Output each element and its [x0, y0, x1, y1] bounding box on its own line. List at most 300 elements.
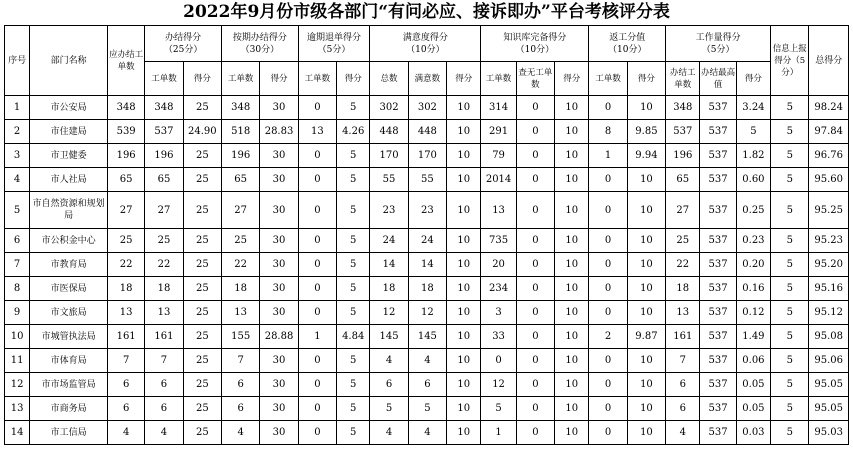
department-name: 市商务局 [30, 397, 108, 421]
table-cell: 10 [447, 325, 481, 349]
table-cell: 196 [666, 144, 700, 168]
table-cell: 14 [408, 253, 446, 277]
table-cell: 5 [337, 96, 370, 120]
table-cell: 95.08 [809, 325, 849, 349]
header-group-label: 返工分值 [609, 32, 646, 43]
table-cell: 10 [555, 421, 589, 445]
table-cell: 27 [107, 192, 144, 229]
table-cell: 25 [183, 168, 221, 192]
table-cell: 4 [370, 349, 408, 373]
table-cell: 23 [370, 192, 408, 229]
table-row [5, 421, 849, 445]
table-cell: 95.20 [809, 253, 849, 277]
department-name: 市文旅局 [30, 301, 108, 325]
table-cell: 0 [516, 168, 554, 192]
row-number: 14 [5, 421, 30, 445]
subheader-cell: 得分 [337, 62, 370, 96]
table-cell: 4 [222, 421, 260, 445]
table-cell: 6 [666, 397, 700, 421]
header-group-completion [145, 26, 222, 62]
table-cell: 4.26 [337, 120, 370, 144]
table-cell: 0 [516, 349, 554, 373]
header-group-rework [589, 26, 666, 62]
table-cell: 3 [481, 301, 516, 325]
table-cell: 0 [516, 120, 554, 144]
table-cell: 0 [589, 421, 627, 445]
table-cell: 12 [408, 301, 446, 325]
table-cell: 0.12 [736, 301, 770, 325]
table-cell: 348 [222, 96, 260, 120]
table-cell: 537 [700, 301, 736, 325]
table-cell: 518 [222, 120, 260, 144]
row-number: 10 [5, 325, 30, 349]
table-cell: 25 [183, 253, 221, 277]
department-name: 市卫健委 [30, 144, 108, 168]
table-cell: 0.20 [736, 253, 770, 277]
table-cell: 30 [260, 144, 298, 168]
table-cell: 30 [260, 168, 298, 192]
table-cell: 537 [700, 325, 736, 349]
table-cell: 7 [666, 349, 700, 373]
subheader-cell: 查无工单数 [516, 62, 554, 96]
table-cell: 5 [370, 397, 408, 421]
table-cell: 537 [700, 120, 736, 144]
table-cell: 28.83 [260, 120, 298, 144]
table-cell: 18 [222, 277, 260, 301]
table-cell: 5 [771, 229, 809, 253]
score-table [4, 25, 849, 445]
subheader-cell: 工单数 [298, 62, 336, 96]
table-cell: 10 [555, 144, 589, 168]
table-cell: 4 [107, 421, 144, 445]
header-group-label: 逾期退单得分 [307, 32, 362, 43]
table-cell: 23 [408, 192, 446, 229]
department-name: 市医保局 [30, 277, 108, 301]
table-cell: 10 [627, 96, 665, 120]
header-group-knowledge [481, 26, 589, 62]
subheader-cell: 总数 [370, 62, 408, 96]
table-cell: 13 [666, 301, 700, 325]
table-cell: 196 [107, 144, 144, 168]
table-cell: 30 [260, 373, 298, 397]
table-cell: 95.16 [809, 277, 849, 301]
table-cell: 537 [666, 120, 700, 144]
table-cell: 5 [408, 397, 446, 421]
table-cell: 10 [627, 397, 665, 421]
table-cell: 145 [370, 325, 408, 349]
department-name: 市人社局 [30, 168, 108, 192]
table-cell: 14 [370, 253, 408, 277]
table-row [5, 349, 849, 373]
table-cell: 9.85 [627, 120, 665, 144]
table-cell: 4 [370, 421, 408, 445]
table-cell: 96.76 [809, 144, 849, 168]
table-cell: 0 [298, 96, 336, 120]
table-row [5, 120, 849, 144]
table-cell: 65 [222, 168, 260, 192]
table-cell: 155 [222, 325, 260, 349]
header-group-label: 满意度得分 [402, 32, 448, 43]
table-cell: 25 [183, 397, 221, 421]
table-cell: 4 [408, 349, 446, 373]
table-cell: 30 [260, 397, 298, 421]
table-cell: 30 [260, 229, 298, 253]
table-cell: 97.84 [809, 120, 849, 144]
table-cell: 27 [222, 192, 260, 229]
table-cell: 5 [771, 168, 809, 192]
table-cell: 5 [337, 349, 370, 373]
table-cell: 10 [447, 96, 481, 120]
table-cell: 6 [408, 373, 446, 397]
table-cell: 18 [408, 277, 446, 301]
table-cell: 10 [627, 229, 665, 253]
table-cell: 18 [666, 277, 700, 301]
table-cell: 0 [298, 229, 336, 253]
table-cell: 10 [555, 349, 589, 373]
table-cell: 13 [145, 301, 183, 325]
header-group-label: 办结得分 [165, 32, 202, 43]
table-cell: 0 [589, 192, 627, 229]
table-cell: 0.60 [736, 168, 770, 192]
table-cell: 10 [627, 301, 665, 325]
table-cell: 6 [107, 373, 144, 397]
table-cell: 5 [771, 144, 809, 168]
table-cell: 0 [516, 325, 554, 349]
table-cell: 537 [700, 397, 736, 421]
row-number: 2 [5, 120, 30, 144]
table-cell: 10 [447, 301, 481, 325]
table-cell: 22 [666, 253, 700, 277]
table-cell: 0 [516, 277, 554, 301]
row-number: 12 [5, 373, 30, 397]
table-cell: 25 [183, 277, 221, 301]
table-cell: 537 [700, 373, 736, 397]
table-cell: 5 [337, 144, 370, 168]
table-cell: 4.84 [337, 325, 370, 349]
department-name: 市市场监管局 [30, 373, 108, 397]
table-cell: 10 [555, 277, 589, 301]
table-cell: 735 [481, 229, 516, 253]
table-cell: 5 [771, 253, 809, 277]
subheader-cell: 得分 [555, 62, 589, 96]
table-cell: 65 [666, 168, 700, 192]
table-cell: 6 [222, 373, 260, 397]
table-cell: 348 [145, 96, 183, 120]
table-cell: 5 [736, 120, 770, 144]
table-cell: 27 [666, 192, 700, 229]
table-cell: 0 [516, 253, 554, 277]
table-row [5, 144, 849, 168]
table-cell: 0 [589, 168, 627, 192]
header-group-points: （10分） [406, 44, 445, 55]
table-row [5, 397, 849, 421]
header-group-satisfaction [370, 26, 481, 62]
table-cell: 0 [516, 192, 554, 229]
table-cell: 302 [408, 96, 446, 120]
table-cell: 0 [298, 301, 336, 325]
table-cell: 10 [447, 168, 481, 192]
table-cell: 5 [337, 229, 370, 253]
subheader-cell: 办结最高值 [700, 62, 736, 96]
table-cell: 234 [481, 277, 516, 301]
table-cell: 539 [107, 120, 144, 144]
table-cell: 22 [145, 253, 183, 277]
table-cell: 0 [298, 277, 336, 301]
table-cell: 537 [700, 229, 736, 253]
table-cell: 12 [481, 373, 516, 397]
table-cell: 2 [589, 325, 627, 349]
table-cell: 5 [337, 301, 370, 325]
table-cell: 10 [627, 373, 665, 397]
table-cell: 65 [145, 168, 183, 192]
table-row [5, 229, 849, 253]
table-cell: 6 [145, 373, 183, 397]
table-cell: 10 [555, 120, 589, 144]
subheader-cell: 工单数 [222, 62, 260, 96]
subheader-cell: 满意数 [408, 62, 446, 96]
table-cell: 10 [627, 349, 665, 373]
subheader-cell: 工单数 [145, 62, 183, 96]
table-cell: 0 [298, 192, 336, 229]
table-cell: 25 [183, 192, 221, 229]
table-cell: 0 [516, 397, 554, 421]
table-cell: 24.90 [183, 120, 221, 144]
table-cell: 33 [481, 325, 516, 349]
table-row [5, 96, 849, 120]
table-cell: 291 [481, 120, 516, 144]
table-cell: 0 [298, 397, 336, 421]
table-cell: 1 [589, 144, 627, 168]
table-cell: 25 [183, 349, 221, 373]
table-cell: 0 [589, 373, 627, 397]
table-cell: 0.03 [736, 421, 770, 445]
header-group-points: （5分） [701, 44, 735, 55]
table-cell: 8 [589, 120, 627, 144]
row-number: 6 [5, 229, 30, 253]
table-cell: 0 [516, 96, 554, 120]
header-group-label: 按期办结得分 [232, 32, 287, 43]
table-cell: 5 [771, 120, 809, 144]
table-cell: 145 [408, 325, 446, 349]
department-name: 市体育局 [30, 349, 108, 373]
table-cell: 1.49 [736, 325, 770, 349]
table-cell: 0 [516, 301, 554, 325]
subheader-cell: 工单数 [481, 62, 516, 96]
table-cell: 5 [337, 421, 370, 445]
table-cell: 0.05 [736, 373, 770, 397]
header-dept: 部门名称 [30, 26, 108, 96]
subheader-cell: 得分 [736, 62, 770, 96]
table-cell: 5 [337, 253, 370, 277]
table-cell: 5 [337, 277, 370, 301]
table-cell: 10 [555, 96, 589, 120]
table-cell: 170 [408, 144, 446, 168]
table-cell: 5 [771, 325, 809, 349]
table-cell: 28.88 [260, 325, 298, 349]
table-cell: 6 [666, 373, 700, 397]
table-cell: 448 [408, 120, 446, 144]
table-cell: 5 [771, 349, 809, 373]
header-group-points: （25分） [163, 44, 203, 55]
subheader-cell: 办结工单数 [666, 62, 700, 96]
table-cell: 0 [589, 301, 627, 325]
table-cell: 537 [700, 421, 736, 445]
row-number: 3 [5, 144, 30, 168]
table-cell: 0 [516, 373, 554, 397]
table-row [5, 325, 849, 349]
table-cell: 95.60 [809, 168, 849, 192]
score-table-body [5, 96, 849, 445]
table-cell: 95.06 [809, 349, 849, 373]
table-cell: 79 [481, 144, 516, 168]
header-row-groups [5, 26, 849, 62]
table-cell: 18 [370, 277, 408, 301]
table-cell: 0 [589, 96, 627, 120]
table-cell: 537 [700, 96, 736, 120]
table-cell: 30 [260, 421, 298, 445]
table-cell: 10 [555, 373, 589, 397]
table-cell: 95.25 [809, 192, 849, 229]
table-cell: 537 [700, 253, 736, 277]
header-group-points: （10分） [515, 44, 555, 55]
table-cell: 30 [260, 349, 298, 373]
table-cell: 348 [107, 96, 144, 120]
table-cell: 4 [145, 421, 183, 445]
table-cell: 25 [183, 373, 221, 397]
table-cell: 30 [260, 301, 298, 325]
table-cell: 3.24 [736, 96, 770, 120]
subheader-cell: 得分 [260, 62, 298, 96]
table-cell: 10 [627, 277, 665, 301]
table-cell: 10 [447, 277, 481, 301]
table-cell: 95.05 [809, 373, 849, 397]
row-number: 11 [5, 349, 30, 373]
table-cell: 1.82 [736, 144, 770, 168]
table-cell: 25 [183, 301, 221, 325]
table-cell: 0.25 [736, 192, 770, 229]
row-number: 7 [5, 253, 30, 277]
table-cell: 314 [481, 96, 516, 120]
table-cell: 161 [145, 325, 183, 349]
table-cell: 10 [627, 253, 665, 277]
row-number: 13 [5, 397, 30, 421]
table-cell: 10 [555, 168, 589, 192]
table-cell: 55 [408, 168, 446, 192]
table-cell: 0 [298, 253, 336, 277]
table-cell: 10 [627, 421, 665, 445]
subheader-cell: 工单数 [589, 62, 627, 96]
table-cell: 10 [555, 253, 589, 277]
table-cell: 0 [481, 349, 516, 373]
department-name: 市城管执法局 [30, 325, 108, 349]
table-cell: 10 [555, 192, 589, 229]
table-cell: 0.23 [736, 229, 770, 253]
table-cell: 0 [298, 349, 336, 373]
table-cell: 5 [771, 397, 809, 421]
department-name: 市教育局 [30, 253, 108, 277]
table-cell: 25 [145, 229, 183, 253]
table-cell: 25 [183, 421, 221, 445]
table-cell: 5 [771, 192, 809, 229]
table-cell: 448 [370, 120, 408, 144]
table-cell: 95.12 [809, 301, 849, 325]
table-cell: 30 [260, 192, 298, 229]
department-name: 市自然资源和规划局 [30, 192, 108, 229]
header-group-ontime [222, 26, 299, 62]
header-due: 应办结工单数 [107, 26, 144, 96]
table-cell: 30 [260, 253, 298, 277]
table-cell: 10 [447, 229, 481, 253]
table-cell: 5 [771, 373, 809, 397]
table-cell: 537 [145, 120, 183, 144]
table-cell: 25 [183, 325, 221, 349]
table-cell: 24 [408, 229, 446, 253]
table-cell: 0 [589, 397, 627, 421]
table-cell: 161 [666, 325, 700, 349]
table-cell: 22 [107, 253, 144, 277]
table-cell: 0 [298, 421, 336, 445]
table-cell: 537 [700, 277, 736, 301]
table-cell: 5 [771, 301, 809, 325]
table-cell: 25 [107, 229, 144, 253]
table-cell: 25 [183, 96, 221, 120]
table-cell: 10 [447, 144, 481, 168]
table-row [5, 277, 849, 301]
department-name: 市公安局 [30, 96, 108, 120]
table-cell: 10 [555, 325, 589, 349]
table-cell: 10 [627, 168, 665, 192]
header-total: 总得分 [809, 26, 849, 96]
table-cell: 5 [771, 96, 809, 120]
table-cell: 161 [107, 325, 144, 349]
table-cell: 0 [516, 229, 554, 253]
table-cell: 537 [700, 349, 736, 373]
table-cell: 5 [481, 397, 516, 421]
table-row [5, 192, 849, 229]
table-cell: 55 [370, 168, 408, 192]
table-cell: 27 [145, 192, 183, 229]
table-cell: 170 [370, 144, 408, 168]
table-cell: 196 [222, 144, 260, 168]
table-row [5, 373, 849, 397]
table-cell: 9.94 [627, 144, 665, 168]
table-row [5, 301, 849, 325]
table-cell: 5 [337, 168, 370, 192]
table-cell: 25 [222, 229, 260, 253]
header-seq: 序号 [5, 26, 30, 96]
table-cell: 6 [370, 373, 408, 397]
table-cell: 25 [183, 144, 221, 168]
table-row [5, 168, 849, 192]
row-number: 4 [5, 168, 30, 192]
table-cell: 12 [370, 301, 408, 325]
table-cell: 0.06 [736, 349, 770, 373]
header-group-workload [666, 26, 771, 62]
table-cell: 0 [589, 253, 627, 277]
subheader-cell: 得分 [627, 62, 665, 96]
table-cell: 10 [447, 120, 481, 144]
table-cell: 348 [666, 96, 700, 120]
table-cell: 7 [222, 349, 260, 373]
table-cell: 0 [298, 168, 336, 192]
table-cell: 13 [298, 120, 336, 144]
table-cell: 10 [555, 229, 589, 253]
table-cell: 10 [447, 192, 481, 229]
table-cell: 4 [408, 421, 446, 445]
table-cell: 10 [555, 301, 589, 325]
row-number: 1 [5, 96, 30, 120]
table-row [5, 253, 849, 277]
